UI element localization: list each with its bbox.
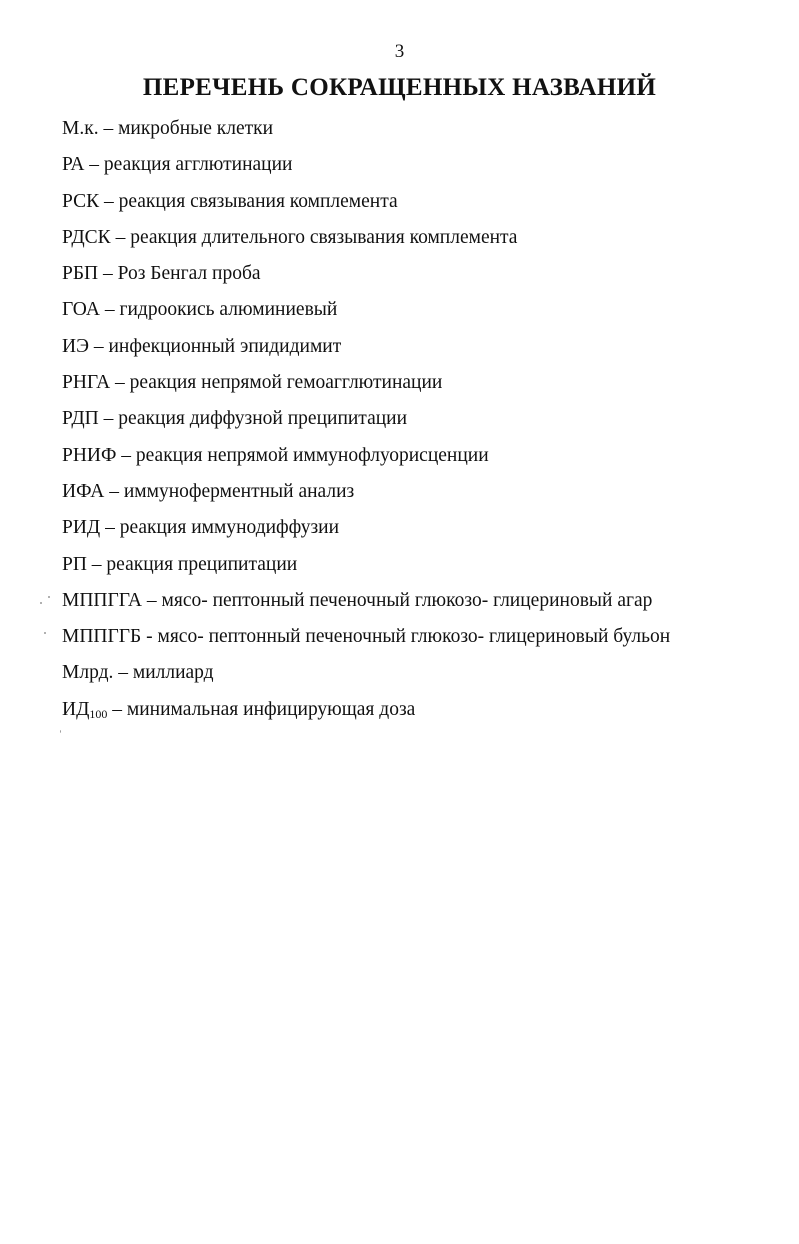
- abbreviation-item: РБП – Роз Бенгал проба: [62, 263, 261, 285]
- abbreviation-item: РСК – реакция связывания комплемента: [62, 190, 398, 212]
- abbreviation-item-id100: [62, 695, 670, 731]
- abbreviation-item: МППГГБ - мясо- пептонный печеночный глюкозо- глицериновый бульон: [62, 626, 671, 648]
- abbreviation-definition: – минимальная инфицирующая доза: [107, 698, 416, 720]
- page-title: ПЕРЕЧЕНЬ СОКРАЩЕННЫХ НАЗВАНИЙ: [142, 74, 657, 101]
- abbreviation-item: ИЭ – инфекционный эпидидимит: [62, 335, 342, 357]
- scan-speck: [40, 602, 42, 604]
- scan-speck: [60, 730, 61, 733]
- abbreviation-item: РНГА – реакция непрямой гемоагглютинации: [62, 372, 443, 394]
- abbreviation-item: РДП – реакция диффузной преципитации: [62, 408, 408, 430]
- abbreviation-item: М.к. – микробные клетки: [62, 118, 274, 139]
- scan-speck: [48, 596, 50, 598]
- abbreviation-item: ГОА – гидроокись алюминиевый: [62, 299, 338, 321]
- abbreviation-item: ИФА – иммуноферментный анализ: [62, 480, 355, 502]
- abbreviation-list: [62, 114, 670, 731]
- abbreviation-item: Млрд. – миллиард: [62, 662, 214, 684]
- abbreviation-subscript: 100: [89, 706, 108, 721]
- abbreviation-item: МППГГА – мясо- пептонный печеночный глюкозо- глицериновый агар: [62, 589, 653, 611]
- page-number: 3: [394, 41, 405, 62]
- scan-speck: [44, 632, 46, 634]
- abbreviation-item: РДСК – реакция длительного связывания комплемента: [62, 226, 518, 248]
- abbreviation-item: РИД – реакция иммунодиффузии: [62, 517, 340, 539]
- abbreviation-item: РП – реакция преципитации: [62, 553, 298, 575]
- abbreviation-item: РНИФ – реакция непрямой иммунофлуорисценции: [62, 444, 489, 466]
- abbreviation-term: ИД: [62, 698, 90, 720]
- abbreviation-item: РА – реакция агглютинации: [62, 154, 293, 176]
